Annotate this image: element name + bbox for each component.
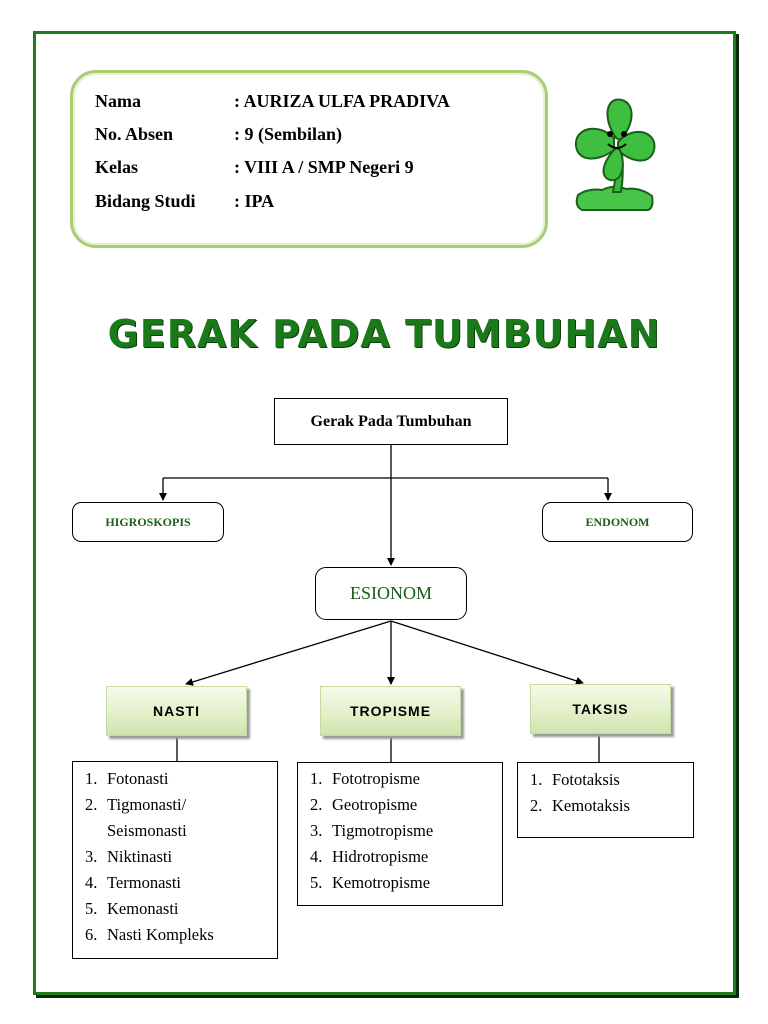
info-label: Nama — [95, 91, 141, 111]
list-item-text: Tigmonasti/ — [107, 795, 187, 814]
list-item-text: Tigmotropisme — [332, 821, 434, 840]
higroskopis-node: HIGROSKOPIS — [72, 502, 224, 542]
list-item-text: Termonasti — [107, 873, 181, 892]
nasti-list — [72, 761, 278, 959]
list-item — [73, 766, 277, 792]
list-item-text: Kemotaksis — [552, 796, 630, 815]
list-item-number: 1. — [310, 769, 323, 788]
list-item-text: Fototropisme — [332, 769, 421, 788]
list-item — [73, 922, 277, 948]
tropisme-list — [297, 762, 503, 906]
list-item-text: Niktinasti — [107, 847, 173, 866]
list-item-text: Nasti Kompleks — [107, 925, 214, 944]
list-item-number: 1. — [85, 769, 98, 788]
taksis-category: TAKSIS — [530, 684, 671, 734]
list-item — [518, 793, 693, 819]
list-item — [298, 792, 502, 818]
root-node: Gerak Pada Tumbuhan — [274, 398, 508, 445]
list-item-text: Fototaksis — [552, 770, 620, 789]
list-item — [73, 870, 277, 896]
list-item-text: Kemotropisme — [332, 873, 431, 892]
list-item-text: Seismonasti — [107, 821, 187, 840]
list-item-number: 5. — [85, 899, 98, 918]
list-item-number: 3. — [310, 821, 323, 840]
list-item-text: Fotonasti — [107, 769, 169, 788]
list-item-text: Kemonasti — [107, 899, 179, 918]
list-item-number: 2. — [85, 795, 98, 814]
list-item-number: 1. — [530, 770, 543, 789]
list-item-text: Hidrotropisme — [332, 847, 429, 866]
list-item — [298, 870, 502, 896]
list-item-number: 3. — [85, 847, 98, 866]
info-label: Kelas — [95, 157, 138, 177]
list-item — [298, 818, 502, 844]
info-value: : AURIZA ULFA PRADIVA — [234, 91, 450, 111]
list-item — [298, 766, 502, 792]
list-item-text: Geotropisme — [332, 795, 418, 814]
info-label: Bidang Studi — [95, 191, 196, 211]
list-item-number: 4. — [85, 873, 98, 892]
info-value: : 9 (Sembilan) — [234, 124, 342, 144]
list-item-number: 5. — [310, 873, 323, 892]
list-item-number: 6. — [85, 925, 98, 944]
list-item — [518, 767, 693, 793]
endonom-node: ENDONOM — [542, 502, 693, 542]
tropisme-category: TROPISME — [320, 686, 461, 736]
list-item-number: 2. — [310, 795, 323, 814]
taksis-list — [517, 762, 694, 838]
list-item — [73, 818, 277, 844]
nasti-category: NASTI — [106, 686, 247, 736]
esionom-node: ESIONOM — [315, 567, 467, 620]
info-value: : VIII A / SMP Negeri 9 — [234, 157, 414, 177]
list-item-number: 2. — [530, 796, 543, 815]
info-value: : IPA — [234, 191, 275, 211]
list-item — [73, 844, 277, 870]
list-item-number: 4. — [310, 847, 323, 866]
info-label: No. Absen — [95, 124, 174, 144]
page-title: GERAK PADA TUMBUHAN — [107, 312, 661, 356]
list-item — [73, 792, 277, 818]
list-item — [298, 844, 502, 870]
list-item — [73, 896, 277, 922]
